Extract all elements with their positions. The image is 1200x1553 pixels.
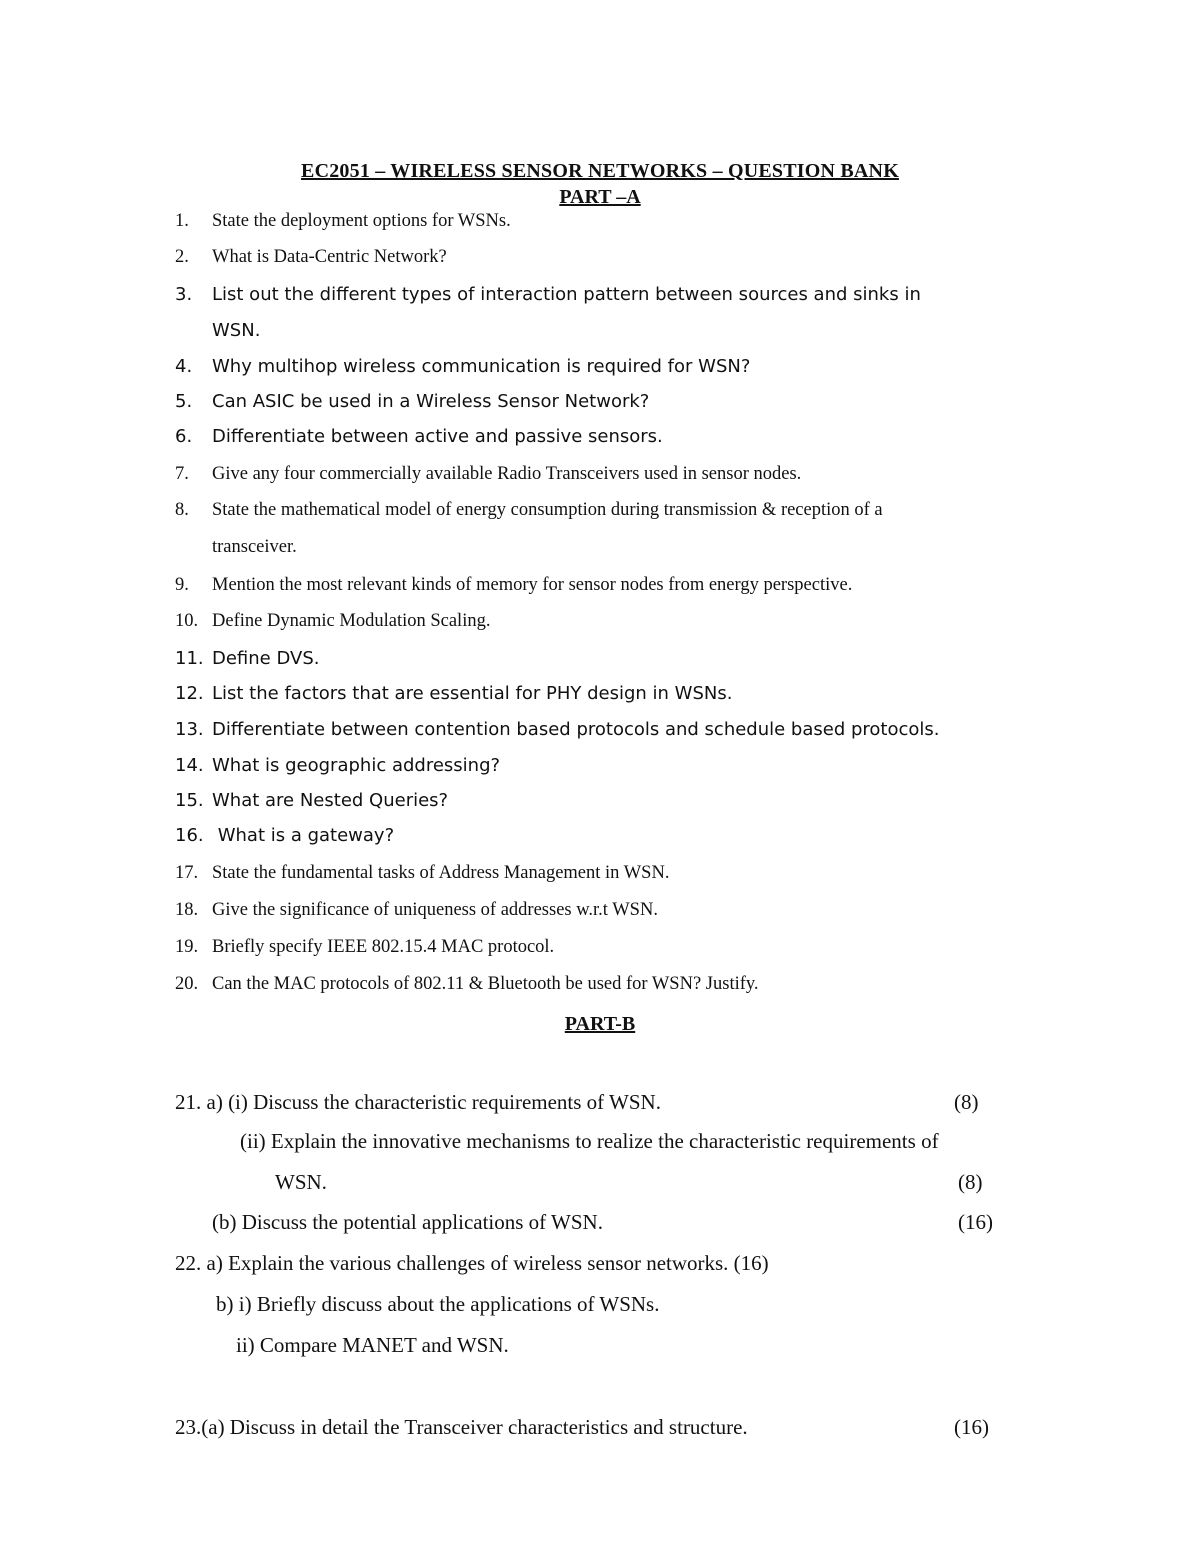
part-b-question: 21. a) (i) Discuss the characteristic requirements of WSN. bbox=[175, 1090, 661, 1114]
question-item: 3. List out the different types of interaction pattern between sources and sinks in bbox=[175, 284, 921, 305]
question-item: 17. State the fundamental tasks of Address Management in WSN. bbox=[175, 863, 670, 883]
question-item: 19. Briefly specify IEEE 802.15.4 MAC protocol. bbox=[175, 937, 555, 957]
question-item: 13. Differentiate between contention based protocols and schedule based protocols. bbox=[175, 719, 940, 740]
question-item: 14. What is geographic addressing? bbox=[175, 755, 501, 776]
document-title: EC2051 – WIRELESS SENSOR NETWORKS – QUESTION BANK bbox=[301, 160, 899, 182]
question-item: 10. Define Dynamic Modulation Scaling. bbox=[175, 611, 491, 631]
part-b-question: (ii) Explain the innovative mechanisms to realize the characteristic requirements of bbox=[240, 1129, 939, 1153]
question-item: 4. Why multihop wireless communication is required for WSN? bbox=[175, 356, 751, 377]
question-item: 16. What is a gateway? bbox=[175, 825, 395, 846]
question-continuation: WSN. bbox=[212, 320, 261, 341]
marks-label: (8) bbox=[954, 1090, 979, 1114]
question-item: 20. Can the MAC protocols of 802.11 & Bluetooth be used for WSN? Justify. bbox=[175, 974, 759, 994]
part-b-question: b) i) Briefly discuss about the applications of WSNs. bbox=[216, 1292, 660, 1316]
marks-label: (16) bbox=[954, 1415, 989, 1439]
question-item: 15. What are Nested Queries? bbox=[175, 790, 449, 811]
question-item: 9. Mention the most relevant kinds of memory for sensor nodes from energy perspective. bbox=[175, 575, 853, 595]
question-item: 12. List the factors that are essential for PHY design in WSNs. bbox=[175, 683, 733, 704]
question-item: 2. What is Data-Centric Network? bbox=[175, 247, 447, 267]
question-continuation: transceiver. bbox=[212, 537, 297, 557]
part-b-question: WSN. bbox=[275, 1170, 327, 1194]
part-a-heading: PART –A bbox=[559, 186, 641, 208]
question-item: 5. Can ASIC be used in a Wireless Sensor Network? bbox=[175, 391, 650, 412]
marks-label: (16) bbox=[958, 1210, 993, 1234]
question-item: 6. Differentiate between active and passive sensors. bbox=[175, 426, 663, 447]
question-item: 1. State the deployment options for WSNs. bbox=[175, 211, 511, 231]
part-b-question: 23.(a) Discuss in detail the Transceiver characteristics and structure. bbox=[175, 1415, 748, 1439]
question-item: 18. Give the significance of uniqueness of addresses w.r.t WSN. bbox=[175, 900, 658, 920]
question-item: 8. State the mathematical model of energy consumption during transmission & reception of a bbox=[175, 500, 883, 520]
question-item: 11. Define DVS. bbox=[175, 648, 320, 669]
part-b-question: ii) Compare MANET and WSN. bbox=[236, 1333, 509, 1357]
question-item: 7. Give any four commercially available Radio Transceivers used in sensor nodes. bbox=[175, 464, 802, 484]
marks-label: (8) bbox=[958, 1170, 983, 1194]
part-b-heading: PART-B bbox=[564, 1013, 636, 1035]
part-b-question: (b) Discuss the potential applications of WSN. bbox=[212, 1210, 603, 1234]
part-b-question: 22. a) Explain the various challenges of wireless sensor networks. (16) bbox=[175, 1251, 769, 1275]
